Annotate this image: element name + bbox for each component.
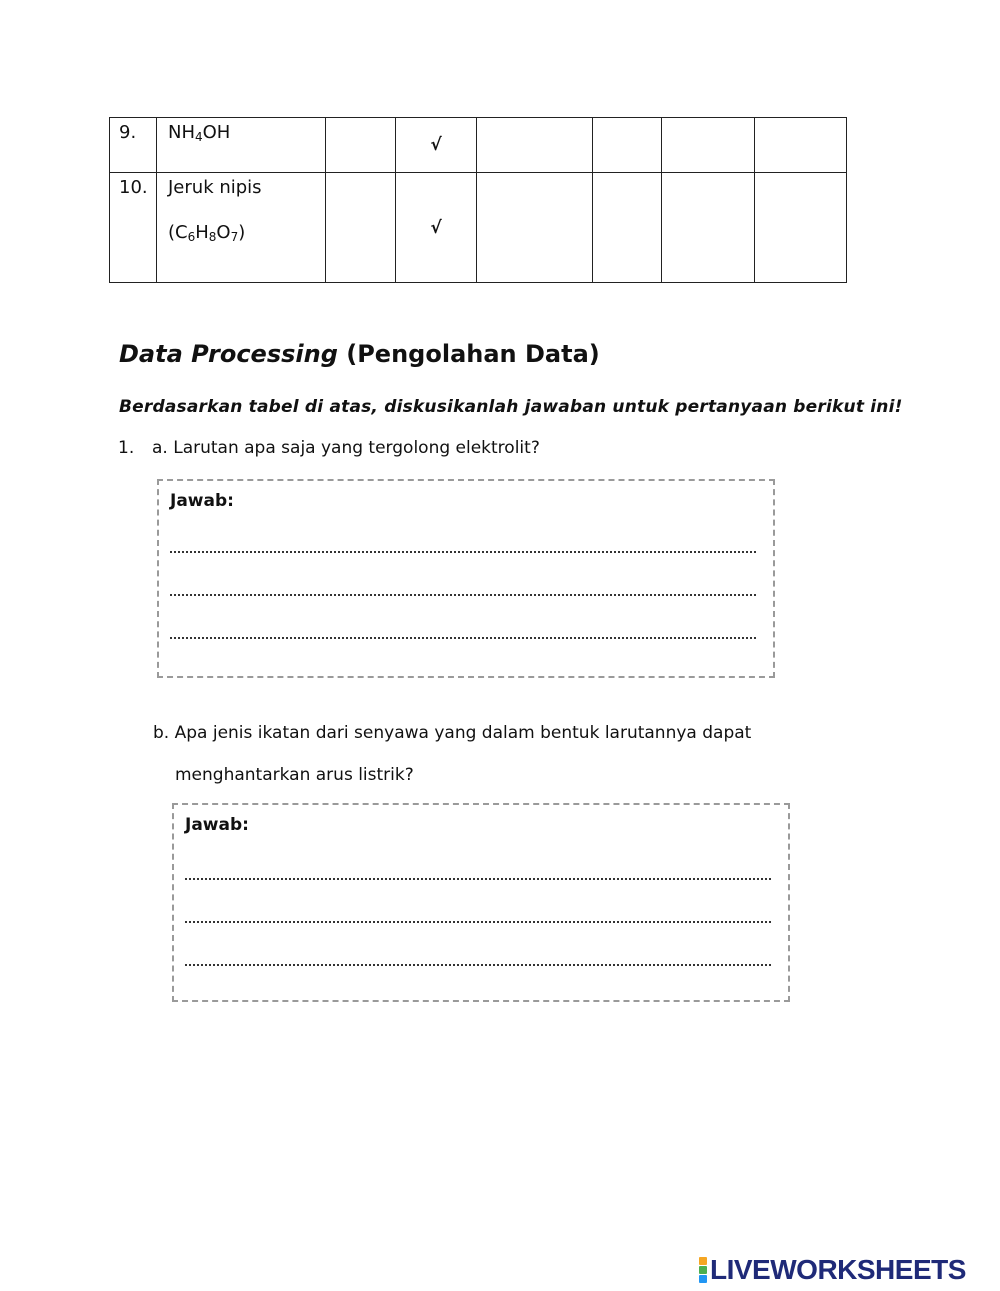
table-cell (326, 173, 396, 283)
answer-box-1b[interactable] (172, 803, 790, 1002)
question-1a-text: a. Larutan apa saja yang tergolong elektrolit? (152, 438, 540, 458)
row-number: 10. (110, 173, 157, 283)
table-cell (662, 118, 755, 173)
table-cell (593, 173, 662, 283)
answer-line[interactable] (185, 921, 771, 923)
logo-blocks-icon (699, 1257, 707, 1283)
check-mark: √ (396, 173, 477, 283)
logo-text: LIVEWORKSHEETS (710, 1254, 966, 1285)
row-number: 9. (110, 118, 157, 173)
section-title: Data Processing (Pengolahan Data) (119, 340, 600, 368)
table-row (110, 118, 847, 173)
answer-box-1a[interactable] (157, 479, 775, 678)
solution-name: NH4OH (157, 118, 326, 173)
answer-line[interactable] (170, 637, 756, 639)
solution-name: Jeruk nipis (C6H8O7) (157, 173, 326, 283)
check-mark: √ (396, 118, 477, 173)
table-cell (477, 118, 593, 173)
table-cell (755, 118, 847, 173)
table-cell (593, 118, 662, 173)
data-table (109, 117, 847, 283)
answer-label: Jawab: (185, 815, 249, 835)
table-cell (755, 173, 847, 283)
instruction-text: Berdasarkan tabel di atas, diskusikanlah jawaban untuk pertanyaan berikut ini! (119, 397, 903, 417)
solution-formula: (C6H8O7) (168, 222, 246, 244)
answer-line[interactable] (170, 551, 756, 553)
question-1b-text-continued: menghantarkan arus listrik? (175, 765, 414, 785)
table-cell (477, 173, 593, 283)
table-cell (662, 173, 755, 283)
answer-line[interactable] (185, 878, 771, 880)
answer-line[interactable] (170, 594, 756, 596)
liveworksheets-logo (699, 1254, 966, 1286)
question-1b-text: b. Apa jenis ikatan dari senyawa yang dalam bentuk larutannya dapat (153, 723, 752, 743)
question-number: 1. (118, 438, 135, 458)
answer-line[interactable] (185, 964, 771, 966)
table-row (110, 173, 847, 283)
answer-label: Jawab: (170, 491, 234, 511)
table-cell (326, 118, 396, 173)
